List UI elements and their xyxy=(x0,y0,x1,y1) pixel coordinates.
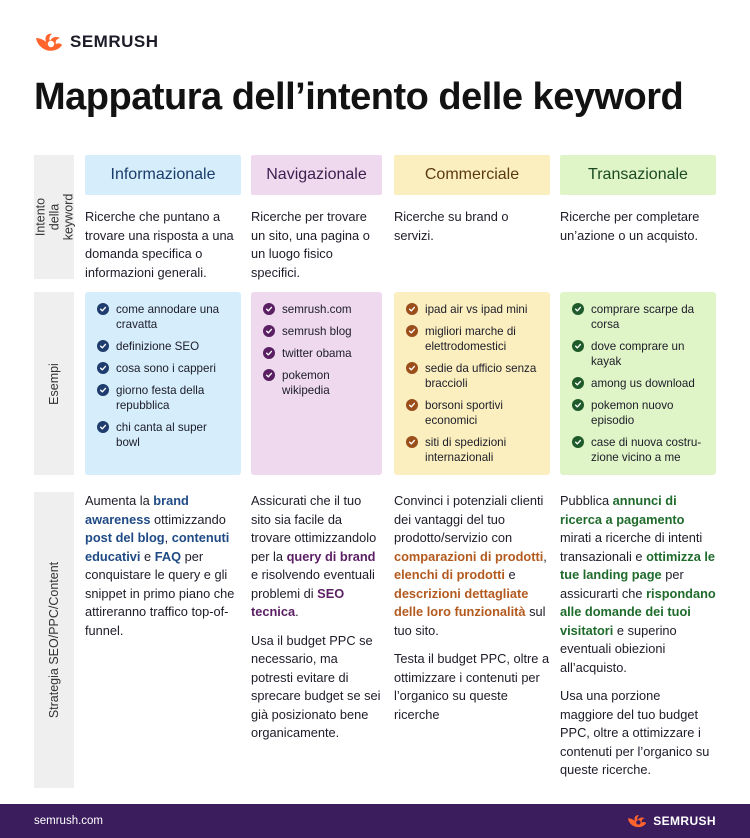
desc-commerciale: Ricerche su brand o servizi. xyxy=(394,209,509,243)
strategy-text: e xyxy=(504,567,516,582)
check-circle-icon xyxy=(263,325,275,337)
check-circle-icon xyxy=(406,303,418,315)
check-circle-icon xyxy=(406,399,418,411)
check-circle-icon xyxy=(97,340,109,352)
strategy-paragraph xyxy=(560,687,716,780)
footer-url[interactable]: semrush.com xyxy=(34,815,104,827)
example-item xyxy=(572,435,706,465)
strategy-keyword: post del blog xyxy=(85,530,165,545)
header-transazionale: Transazionale xyxy=(560,155,716,195)
row-label-intent-text: Intento della keyword xyxy=(33,193,76,241)
check-circle-icon xyxy=(263,347,275,359)
example-item xyxy=(263,302,372,317)
example-item xyxy=(97,339,231,354)
header-informazionale: Informazionale xyxy=(85,155,241,195)
semrush-flame-icon xyxy=(34,32,64,52)
check-circle-icon xyxy=(406,325,418,337)
example-text: come annodare una cravatta xyxy=(116,303,220,331)
row-label-examples-text: Esempi xyxy=(47,362,61,405)
strategy-text: , xyxy=(543,548,547,564)
strategy-text: . xyxy=(295,604,299,619)
check-circle-icon xyxy=(572,303,584,315)
example-text: ipad air vs ipad mini xyxy=(425,303,528,316)
example-item xyxy=(406,398,540,428)
check-circle-icon xyxy=(572,436,584,448)
strategy-keyword: annunci di ricerca a pagamento xyxy=(560,493,685,527)
example-item xyxy=(406,361,540,391)
example-text: giorno festa della repubblica xyxy=(116,384,205,412)
strategy-keyword: ottimizza le tue landing page xyxy=(560,548,716,582)
strategy-commerciale xyxy=(394,492,550,734)
strategy-text: , xyxy=(164,530,172,545)
page-title: Mappatura dell’intento delle keyword xyxy=(34,76,684,118)
semrush-flame-icon xyxy=(626,814,648,828)
strategy-text: Convinci i potenziali clienti dei vantaggi del tuo prodotto/servizio con xyxy=(394,493,544,545)
example-text: chi canta al super bowl xyxy=(116,421,207,449)
row-label-strategy xyxy=(34,492,74,788)
example-text: siti di spedizioni internazionali xyxy=(425,436,507,464)
strategy-keyword: contenuti educativi xyxy=(85,530,230,564)
check-circle-icon xyxy=(572,340,584,352)
strategy-transazionale xyxy=(560,492,716,790)
check-circle-icon xyxy=(572,377,584,389)
strategy-text: per assicurarti che xyxy=(560,567,684,601)
check-circle-icon xyxy=(406,436,418,448)
strategy-text: e superino eventuali obiezioni all’acquisto. xyxy=(560,622,677,675)
row-label-examples xyxy=(34,292,74,475)
check-circle-icon xyxy=(97,303,109,315)
example-item xyxy=(97,420,231,450)
example-text: pokemon nuovo episodio xyxy=(591,399,674,427)
strategy-text: e risolvendo eventuali problemi di xyxy=(251,567,375,601)
footer xyxy=(0,804,750,838)
example-text: semrush blog xyxy=(282,325,352,338)
strategy-text: per conquistare le query e gli snippet in primo piano che attireranno traffico top-of-funnel. xyxy=(85,548,235,638)
row-label-intent xyxy=(34,155,74,279)
check-circle-icon xyxy=(97,362,109,374)
example-item xyxy=(572,302,706,332)
strategy-keyword: query di brand xyxy=(286,548,376,564)
example-text: among us download xyxy=(591,377,695,390)
strategy-paragraph xyxy=(251,492,382,622)
examples-informazionale xyxy=(85,292,241,475)
example-item xyxy=(263,368,372,398)
header-navigazionale: Navigazionale xyxy=(251,155,382,195)
strategy-text: Assicurati che il tuo sito sia facile da trovare ottimizzandolo per la xyxy=(251,493,377,564)
strategy-text: ottimizzando xyxy=(150,511,226,527)
example-item xyxy=(263,346,372,361)
footer-logo-text: SEMRUSH xyxy=(653,814,716,828)
strategy-keyword: FAQ xyxy=(154,548,182,564)
strategy-navigazionale xyxy=(251,492,382,753)
strategy-paragraph xyxy=(560,492,716,677)
example-item xyxy=(572,398,706,428)
example-item xyxy=(263,324,372,339)
example-text: semrush.com xyxy=(282,303,352,316)
example-item xyxy=(97,361,231,376)
examples-navigazionale xyxy=(251,292,382,475)
examples-transazionale xyxy=(560,292,716,475)
example-text: dove comprare un kayak xyxy=(591,340,685,368)
example-item xyxy=(406,435,540,465)
example-item xyxy=(406,302,540,317)
strategy-text: Pubblica xyxy=(560,493,613,508)
desc-informazionale: Ricerche che puntano a trovare una risposta a una domanda specifica o informazioni generali. xyxy=(85,209,234,280)
example-item xyxy=(572,376,706,391)
row-label-strategy-text: Strategia SEO/PPC/Content xyxy=(47,561,61,719)
strategy-text: Testa il budget PPC, oltre a ottimizzare i contenuti per l’organico su queste ricerche xyxy=(394,651,550,722)
strategy-paragraph xyxy=(394,650,550,724)
strategy-keyword: SEO tecnica xyxy=(251,585,345,619)
example-item xyxy=(97,302,231,332)
strategy-keyword: rispondano alle domande dei tuoi visitatori xyxy=(560,585,716,638)
example-item xyxy=(406,324,540,354)
example-text: comprare scarpe da corsa xyxy=(591,303,695,331)
check-circle-icon xyxy=(406,362,418,374)
check-circle-icon xyxy=(263,303,275,315)
header-commerciale: Commerciale xyxy=(394,155,550,195)
desc-transazionale: Ricerche per completare un’azione o un acquisto. xyxy=(560,209,700,243)
check-circle-icon xyxy=(97,384,109,396)
example-text: cosa sono i capperi xyxy=(116,362,216,375)
strategy-paragraph xyxy=(251,632,382,743)
example-text: borsoni sportivi economici xyxy=(425,399,503,427)
check-circle-icon xyxy=(572,399,584,411)
example-item xyxy=(572,339,706,369)
example-text: pokemon wikipedia xyxy=(282,369,330,397)
strategy-keyword: comparazioni di prodotti xyxy=(394,548,544,564)
example-text: definizione SEO xyxy=(116,340,200,353)
examples-commerciale xyxy=(394,292,550,475)
strategy-text: Usa il budget PPC se necessario, ma potresti evitare di sprecare budget se sei già posizionato bene organicamente. xyxy=(251,632,381,740)
strategy-keyword: elenchi di prodotti xyxy=(394,567,505,582)
strategy-keyword: descrizioni dettagliate delle loro funzionalità xyxy=(394,585,529,619)
strategy-text: Aumenta la xyxy=(85,493,154,508)
example-text: migliori marche di elettrodomestici xyxy=(425,325,516,353)
strategy-informazionale xyxy=(85,492,241,650)
strategy-text: sul tuo sito. xyxy=(394,604,546,638)
strategy-text: e xyxy=(140,548,155,564)
check-circle-icon xyxy=(97,421,109,433)
strategy-paragraph xyxy=(394,492,550,640)
strategy-keyword: brand awareness xyxy=(85,493,189,527)
footer-logo[interactable] xyxy=(626,814,716,828)
check-circle-icon xyxy=(263,369,275,381)
example-item xyxy=(97,383,231,413)
example-text: sedie da ufficio senza braccioli xyxy=(425,362,537,390)
desc-navigazionale: Ricerche per trovare un sito, una pagina o un luogo fisico specifici. xyxy=(251,209,370,280)
semrush-logo[interactable] xyxy=(34,32,159,52)
example-text: twitter obama xyxy=(282,347,352,360)
example-text: case di nuova costru-zione vicino a me xyxy=(591,436,702,464)
strategy-text: mirati a ricerche di intenti transazionali e xyxy=(560,530,703,564)
strategy-text: Usa una porzione maggiore del tuo budget PPC, oltre a ottimizzare i contenuti per l’organico su queste ricerche. xyxy=(560,688,710,777)
strategy-paragraph xyxy=(85,492,241,640)
logo-text: SEMRUSH xyxy=(70,32,159,51)
